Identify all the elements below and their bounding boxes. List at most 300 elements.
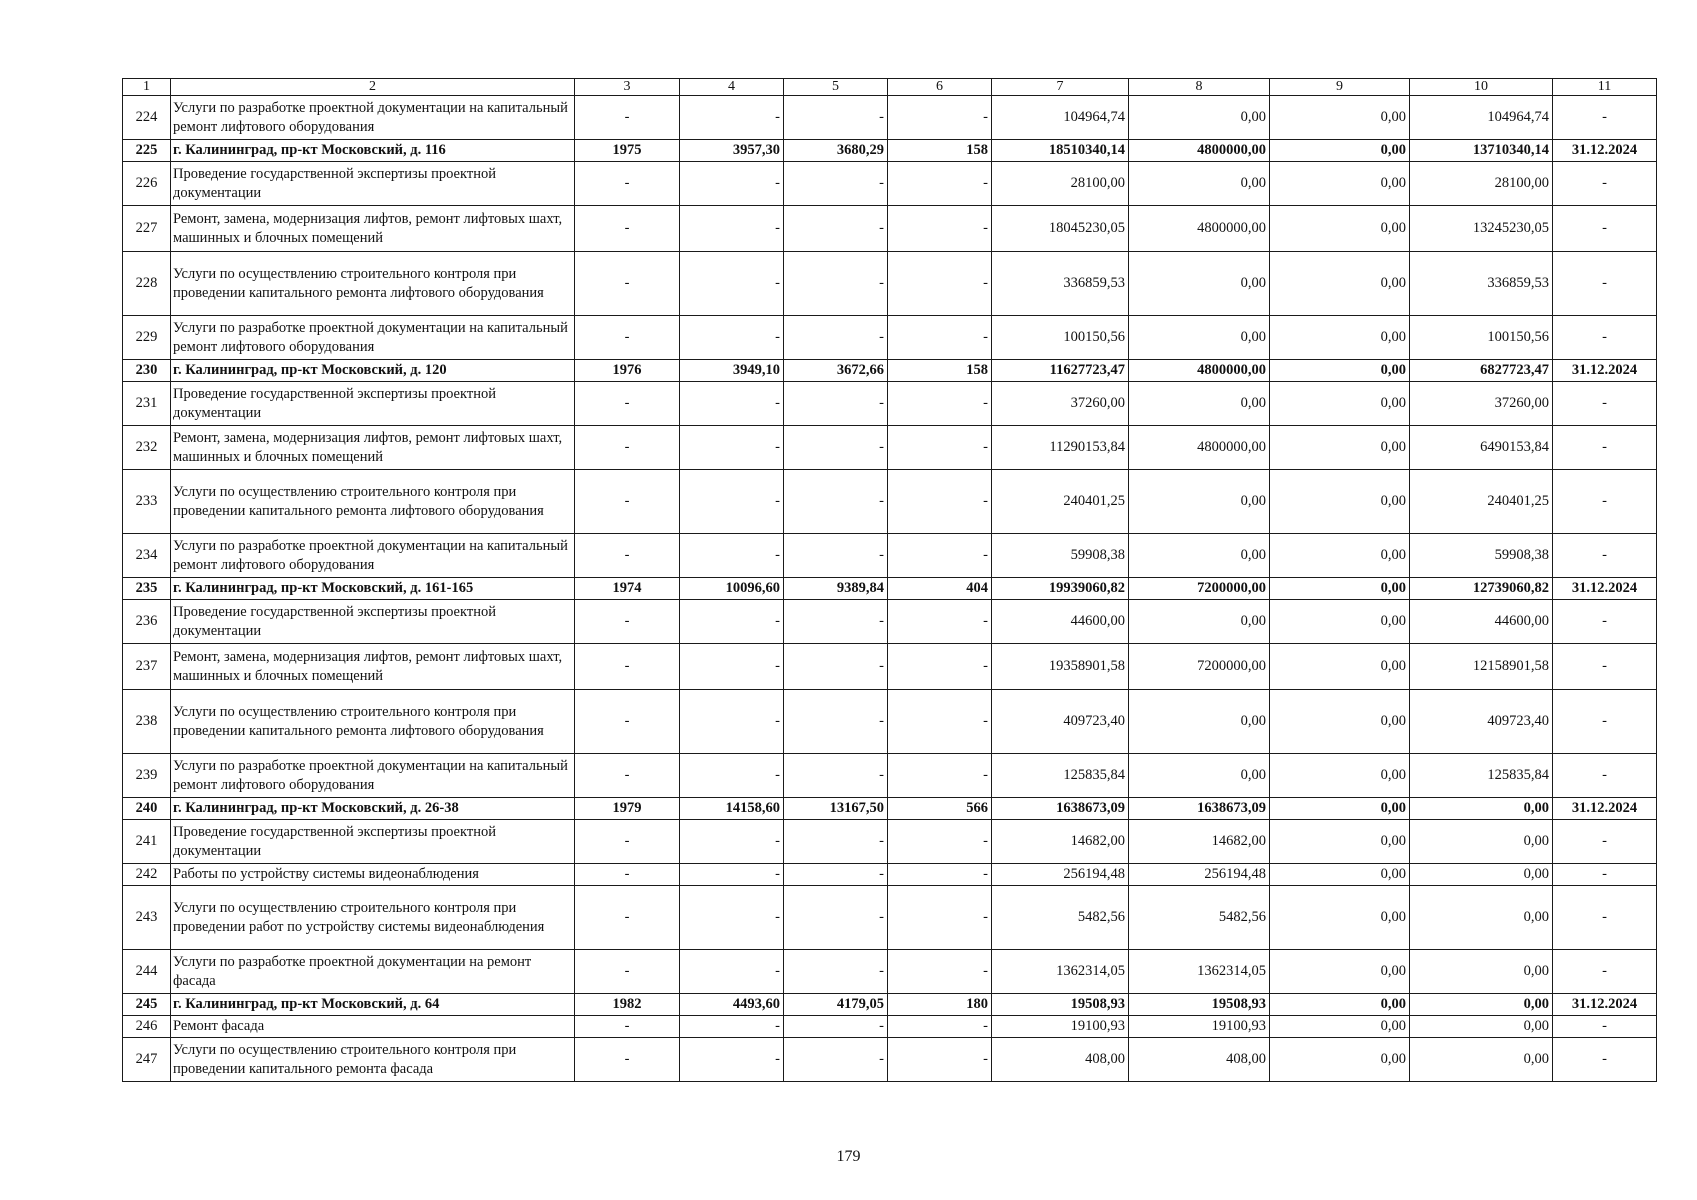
total-cost-cell: 37260,00 bbox=[992, 382, 1129, 426]
total-area-cell: - bbox=[680, 1038, 784, 1082]
regional-fund-cell: 5482,56 bbox=[1129, 886, 1270, 950]
regional-fund-cell: 4800000,00 bbox=[1129, 140, 1270, 162]
year-cell: - bbox=[575, 886, 680, 950]
work-item-row bbox=[123, 600, 1657, 644]
local-budget-cell: 0,00 bbox=[1270, 864, 1410, 886]
total-area-cell: - bbox=[680, 162, 784, 206]
year-cell: - bbox=[575, 864, 680, 886]
owners-funds-cell: 0,00 bbox=[1410, 798, 1553, 820]
row-description: Услуги по разработке проектной документации на капитальный ремонт лифтового оборудования bbox=[171, 316, 575, 360]
local-budget-cell: 0,00 bbox=[1270, 690, 1410, 754]
work-item-row bbox=[123, 470, 1657, 534]
local-budget-cell: 0,00 bbox=[1270, 534, 1410, 578]
work-item-row bbox=[123, 426, 1657, 470]
residents-cell: - bbox=[888, 470, 992, 534]
residents-cell: 158 bbox=[888, 360, 992, 382]
regional-fund-cell: 19100,93 bbox=[1129, 1016, 1270, 1038]
living-area-cell: - bbox=[784, 1038, 888, 1082]
total-cost-cell: 18510340,14 bbox=[992, 140, 1129, 162]
header-cell: 5 bbox=[784, 79, 888, 96]
year-cell: - bbox=[575, 206, 680, 252]
owners-funds-cell: 59908,38 bbox=[1410, 534, 1553, 578]
deadline-cell: - bbox=[1553, 600, 1657, 644]
living-area-cell: 4179,05 bbox=[784, 994, 888, 1016]
owners-funds-cell: 12739060,82 bbox=[1410, 578, 1553, 600]
local-budget-cell: 0,00 bbox=[1270, 162, 1410, 206]
regional-fund-cell: 1638673,09 bbox=[1129, 798, 1270, 820]
regional-fund-cell: 4800000,00 bbox=[1129, 360, 1270, 382]
owners-funds-cell: 0,00 bbox=[1410, 864, 1553, 886]
local-budget-cell: 0,00 bbox=[1270, 252, 1410, 316]
total-area-cell: - bbox=[680, 950, 784, 994]
row-description: Ремонт, замена, модернизация лифтов, ремонт лифтовых шахт, машинных и блочных помещений bbox=[171, 426, 575, 470]
row-description: Услуги по осуществлению строительного контроля при проведении капитального ремонта фасада bbox=[171, 1038, 575, 1082]
row-description: г. Калининград, пр-кт Московский, д. 161-165 bbox=[171, 578, 575, 600]
deadline-cell: - bbox=[1553, 1016, 1657, 1038]
owners-funds-cell: 6490153,84 bbox=[1410, 426, 1553, 470]
total-area-cell: - bbox=[680, 754, 784, 798]
living-area-cell: - bbox=[784, 864, 888, 886]
deadline-cell: 31.12.2024 bbox=[1553, 798, 1657, 820]
residents-cell: - bbox=[888, 1038, 992, 1082]
residents-cell: - bbox=[888, 644, 992, 690]
local-budget-cell: 0,00 bbox=[1270, 644, 1410, 690]
row-number: 224 bbox=[123, 96, 171, 140]
work-item-row bbox=[123, 96, 1657, 140]
owners-funds-cell: 336859,53 bbox=[1410, 252, 1553, 316]
total-cost-cell: 28100,00 bbox=[992, 162, 1129, 206]
living-area-cell: - bbox=[784, 470, 888, 534]
living-area-cell: - bbox=[784, 820, 888, 864]
owners-funds-cell: 6827723,47 bbox=[1410, 360, 1553, 382]
year-cell: - bbox=[575, 534, 680, 578]
row-number: 228 bbox=[123, 252, 171, 316]
total-cost-cell: 59908,38 bbox=[992, 534, 1129, 578]
regional-fund-cell: 0,00 bbox=[1129, 600, 1270, 644]
deadline-cell: 31.12.2024 bbox=[1553, 994, 1657, 1016]
row-description: г. Калининград, пр-кт Московский, д. 64 bbox=[171, 994, 575, 1016]
total-area-cell: - bbox=[680, 690, 784, 754]
living-area-cell: - bbox=[784, 1016, 888, 1038]
residents-cell: - bbox=[888, 1016, 992, 1038]
living-area-cell: - bbox=[784, 886, 888, 950]
local-budget-cell: 0,00 bbox=[1270, 382, 1410, 426]
row-number: 245 bbox=[123, 994, 171, 1016]
year-cell: - bbox=[575, 96, 680, 140]
header-cell: 7 bbox=[992, 79, 1129, 96]
deadline-cell: - bbox=[1553, 1038, 1657, 1082]
residents-cell: - bbox=[888, 96, 992, 140]
header-cell: 11 bbox=[1553, 79, 1657, 96]
living-area-cell: - bbox=[784, 206, 888, 252]
total-cost-cell: 14682,00 bbox=[992, 820, 1129, 864]
deadline-cell: - bbox=[1553, 470, 1657, 534]
regional-fund-cell: 0,00 bbox=[1129, 96, 1270, 140]
total-area-cell: - bbox=[680, 382, 784, 426]
row-number: 225 bbox=[123, 140, 171, 162]
living-area-cell: 9389,84 bbox=[784, 578, 888, 600]
owners-funds-cell: 104964,74 bbox=[1410, 96, 1553, 140]
local-budget-cell: 0,00 bbox=[1270, 950, 1410, 994]
residents-cell: 180 bbox=[888, 994, 992, 1016]
owners-funds-cell: 100150,56 bbox=[1410, 316, 1553, 360]
owners-funds-cell: 0,00 bbox=[1410, 1038, 1553, 1082]
address-row bbox=[123, 798, 1657, 820]
year-cell: - bbox=[575, 162, 680, 206]
owners-funds-cell: 0,00 bbox=[1410, 1016, 1553, 1038]
owners-funds-cell: 0,00 bbox=[1410, 994, 1553, 1016]
document-table-container bbox=[122, 78, 1656, 1082]
total-area-cell: - bbox=[680, 316, 784, 360]
deadline-cell: 31.12.2024 bbox=[1553, 140, 1657, 162]
work-item-row bbox=[123, 690, 1657, 754]
regional-fund-cell: 0,00 bbox=[1129, 534, 1270, 578]
total-area-cell: - bbox=[680, 534, 784, 578]
row-number: 247 bbox=[123, 1038, 171, 1082]
residents-cell: - bbox=[888, 754, 992, 798]
row-description: Ремонт, замена, модернизация лифтов, ремонт лифтовых шахт, машинных и блочных помещений bbox=[171, 644, 575, 690]
residents-cell: - bbox=[888, 316, 992, 360]
total-cost-cell: 19100,93 bbox=[992, 1016, 1129, 1038]
work-item-row bbox=[123, 820, 1657, 864]
total-cost-cell: 256194,48 bbox=[992, 864, 1129, 886]
residents-cell: - bbox=[888, 690, 992, 754]
local-budget-cell: 0,00 bbox=[1270, 140, 1410, 162]
row-number: 230 bbox=[123, 360, 171, 382]
work-item-row bbox=[123, 754, 1657, 798]
total-area-cell: 3949,10 bbox=[680, 360, 784, 382]
total-cost-cell: 44600,00 bbox=[992, 600, 1129, 644]
work-item-row bbox=[123, 162, 1657, 206]
regional-fund-cell: 408,00 bbox=[1129, 1038, 1270, 1082]
owners-funds-cell: 0,00 bbox=[1410, 950, 1553, 994]
local-budget-cell: 0,00 bbox=[1270, 600, 1410, 644]
local-budget-cell: 0,00 bbox=[1270, 578, 1410, 600]
row-description: Услуги по разработке проектной документации на капитальный ремонт лифтового оборудования bbox=[171, 534, 575, 578]
residents-cell: - bbox=[888, 162, 992, 206]
deadline-cell: - bbox=[1553, 820, 1657, 864]
residents-cell: - bbox=[888, 534, 992, 578]
residents-cell: 566 bbox=[888, 798, 992, 820]
owners-funds-cell: 125835,84 bbox=[1410, 754, 1553, 798]
local-budget-cell: 0,00 bbox=[1270, 316, 1410, 360]
year-cell: - bbox=[575, 1016, 680, 1038]
total-cost-cell: 104964,74 bbox=[992, 96, 1129, 140]
regional-fund-cell: 0,00 bbox=[1129, 754, 1270, 798]
row-description: Работы по устройству системы видеонаблюдения bbox=[171, 864, 575, 886]
deadline-cell: - bbox=[1553, 252, 1657, 316]
local-budget-cell: 0,00 bbox=[1270, 206, 1410, 252]
regional-fund-cell: 0,00 bbox=[1129, 162, 1270, 206]
regional-fund-cell: 0,00 bbox=[1129, 252, 1270, 316]
residents-cell: - bbox=[888, 864, 992, 886]
living-area-cell: - bbox=[784, 754, 888, 798]
regional-fund-cell: 4800000,00 bbox=[1129, 426, 1270, 470]
total-area-cell: 4493,60 bbox=[680, 994, 784, 1016]
total-area-cell: 14158,60 bbox=[680, 798, 784, 820]
deadline-cell: - bbox=[1553, 96, 1657, 140]
deadline-cell: 31.12.2024 bbox=[1553, 578, 1657, 600]
row-description: Проведение государственной экспертизы проектной документации bbox=[171, 162, 575, 206]
owners-funds-cell: 13710340,14 bbox=[1410, 140, 1553, 162]
row-number: 240 bbox=[123, 798, 171, 820]
row-description: г. Калининград, пр-кт Московский, д. 120 bbox=[171, 360, 575, 382]
row-number: 244 bbox=[123, 950, 171, 994]
year-cell: - bbox=[575, 644, 680, 690]
deadline-cell: - bbox=[1553, 316, 1657, 360]
total-cost-cell: 409723,40 bbox=[992, 690, 1129, 754]
year-cell: 1974 bbox=[575, 578, 680, 600]
total-cost-cell: 5482,56 bbox=[992, 886, 1129, 950]
total-area-cell: - bbox=[680, 252, 784, 316]
work-item-row bbox=[123, 644, 1657, 690]
total-area-cell: 3957,30 bbox=[680, 140, 784, 162]
living-area-cell: - bbox=[784, 316, 888, 360]
owners-funds-cell: 28100,00 bbox=[1410, 162, 1553, 206]
row-description: Услуги по разработке проектной документации на капитальный ремонт лифтового оборудования bbox=[171, 96, 575, 140]
regional-fund-cell: 0,00 bbox=[1129, 382, 1270, 426]
year-cell: - bbox=[575, 950, 680, 994]
residents-cell: 404 bbox=[888, 578, 992, 600]
deadline-cell: 31.12.2024 bbox=[1553, 360, 1657, 382]
residents-cell: - bbox=[888, 426, 992, 470]
deadline-cell: - bbox=[1553, 950, 1657, 994]
row-description: Проведение государственной экспертизы проектной документации bbox=[171, 820, 575, 864]
local-budget-cell: 0,00 bbox=[1270, 820, 1410, 864]
total-area-cell: 10096,60 bbox=[680, 578, 784, 600]
regional-fund-cell: 14682,00 bbox=[1129, 820, 1270, 864]
row-description: г. Калининград, пр-кт Московский, д. 26-38 bbox=[171, 798, 575, 820]
owners-funds-cell: 240401,25 bbox=[1410, 470, 1553, 534]
local-budget-cell: 0,00 bbox=[1270, 798, 1410, 820]
row-number: 236 bbox=[123, 600, 171, 644]
row-description: Услуги по осуществлению строительного контроля при проведении работ по устройству системы видеонаблюдения bbox=[171, 886, 575, 950]
deadline-cell: - bbox=[1553, 162, 1657, 206]
owners-funds-cell: 13245230,05 bbox=[1410, 206, 1553, 252]
row-number: 238 bbox=[123, 690, 171, 754]
regional-fund-cell: 7200000,00 bbox=[1129, 644, 1270, 690]
living-area-cell: - bbox=[784, 600, 888, 644]
living-area-cell: - bbox=[784, 950, 888, 994]
living-area-cell: - bbox=[784, 690, 888, 754]
year-cell: - bbox=[575, 1038, 680, 1082]
total-cost-cell: 19358901,58 bbox=[992, 644, 1129, 690]
year-cell: - bbox=[575, 690, 680, 754]
year-cell: - bbox=[575, 600, 680, 644]
row-description: Услуги по осуществлению строительного контроля при проведении капитального ремонта лифтового оборудования bbox=[171, 690, 575, 754]
row-description: Услуги по осуществлению строительного контроля при проведении капитального ремонта лифтового оборудования bbox=[171, 252, 575, 316]
residents-cell: - bbox=[888, 600, 992, 644]
deadline-cell: - bbox=[1553, 426, 1657, 470]
total-cost-cell: 240401,25 bbox=[992, 470, 1129, 534]
header-cell: 10 bbox=[1410, 79, 1553, 96]
row-number: 241 bbox=[123, 820, 171, 864]
row-description: Услуги по осуществлению строительного контроля при проведении капитального ремонта лифтового оборудования bbox=[171, 470, 575, 534]
total-cost-cell: 1638673,09 bbox=[992, 798, 1129, 820]
regional-fund-cell: 0,00 bbox=[1129, 690, 1270, 754]
header-cell: 3 bbox=[575, 79, 680, 96]
year-cell: - bbox=[575, 252, 680, 316]
residents-cell: 158 bbox=[888, 140, 992, 162]
work-item-row bbox=[123, 382, 1657, 426]
deadline-cell: - bbox=[1553, 690, 1657, 754]
work-item-row bbox=[123, 534, 1657, 578]
work-item-row bbox=[123, 1016, 1657, 1038]
deadline-cell: - bbox=[1553, 754, 1657, 798]
living-area-cell: - bbox=[784, 96, 888, 140]
row-description: Ремонт, замена, модернизация лифтов, ремонт лифтовых шахт, машинных и блочных помещений bbox=[171, 206, 575, 252]
deadline-cell: - bbox=[1553, 644, 1657, 690]
header-cell: 4 bbox=[680, 79, 784, 96]
work-item-row bbox=[123, 950, 1657, 994]
total-cost-cell: 18045230,05 bbox=[992, 206, 1129, 252]
address-row bbox=[123, 994, 1657, 1016]
local-budget-cell: 0,00 bbox=[1270, 994, 1410, 1016]
row-description: Услуги по разработке проектной документации на капитальный ремонт лифтового оборудования bbox=[171, 754, 575, 798]
address-row bbox=[123, 140, 1657, 162]
row-number: 227 bbox=[123, 206, 171, 252]
header-cell: 1 bbox=[123, 79, 171, 96]
total-area-cell: - bbox=[680, 470, 784, 534]
total-area-cell: - bbox=[680, 864, 784, 886]
row-number: 232 bbox=[123, 426, 171, 470]
regional-fund-cell: 0,00 bbox=[1129, 316, 1270, 360]
residents-cell: - bbox=[888, 820, 992, 864]
living-area-cell: 3672,66 bbox=[784, 360, 888, 382]
year-cell: - bbox=[575, 470, 680, 534]
row-number: 243 bbox=[123, 886, 171, 950]
header-cell: 8 bbox=[1129, 79, 1270, 96]
total-cost-cell: 336859,53 bbox=[992, 252, 1129, 316]
regional-fund-cell: 256194,48 bbox=[1129, 864, 1270, 886]
address-row bbox=[123, 578, 1657, 600]
row-number: 233 bbox=[123, 470, 171, 534]
total-area-cell: - bbox=[680, 1016, 784, 1038]
year-cell: 1982 bbox=[575, 994, 680, 1016]
row-number: 242 bbox=[123, 864, 171, 886]
living-area-cell: - bbox=[784, 534, 888, 578]
regional-fund-cell: 19508,93 bbox=[1129, 994, 1270, 1016]
owners-funds-cell: 37260,00 bbox=[1410, 382, 1553, 426]
owners-funds-cell: 0,00 bbox=[1410, 820, 1553, 864]
header-cell: 2 bbox=[171, 79, 575, 96]
total-area-cell: - bbox=[680, 820, 784, 864]
total-area-cell: - bbox=[680, 886, 784, 950]
owners-funds-cell: 12158901,58 bbox=[1410, 644, 1553, 690]
local-budget-cell: 0,00 bbox=[1270, 470, 1410, 534]
table-body bbox=[123, 79, 1657, 1082]
residents-cell: - bbox=[888, 382, 992, 426]
owners-funds-cell: 44600,00 bbox=[1410, 600, 1553, 644]
year-cell: - bbox=[575, 426, 680, 470]
total-cost-cell: 125835,84 bbox=[992, 754, 1129, 798]
year-cell: 1979 bbox=[575, 798, 680, 820]
total-area-cell: - bbox=[680, 206, 784, 252]
row-number: 229 bbox=[123, 316, 171, 360]
work-item-row bbox=[123, 206, 1657, 252]
work-item-row bbox=[123, 886, 1657, 950]
capital-repair-table bbox=[122, 78, 1657, 1082]
deadline-cell: - bbox=[1553, 206, 1657, 252]
year-cell: - bbox=[575, 754, 680, 798]
work-item-row bbox=[123, 864, 1657, 886]
row-number: 231 bbox=[123, 382, 171, 426]
living-area-cell: - bbox=[784, 252, 888, 316]
regional-fund-cell: 7200000,00 bbox=[1129, 578, 1270, 600]
total-cost-cell: 408,00 bbox=[992, 1038, 1129, 1082]
residents-cell: - bbox=[888, 252, 992, 316]
total-cost-cell: 19939060,82 bbox=[992, 578, 1129, 600]
deadline-cell: - bbox=[1553, 534, 1657, 578]
row-number: 237 bbox=[123, 644, 171, 690]
row-number: 239 bbox=[123, 754, 171, 798]
header-row bbox=[123, 79, 1657, 96]
year-cell: - bbox=[575, 316, 680, 360]
year-cell: 1975 bbox=[575, 140, 680, 162]
total-cost-cell: 19508,93 bbox=[992, 994, 1129, 1016]
total-cost-cell: 11290153,84 bbox=[992, 426, 1129, 470]
row-number: 234 bbox=[123, 534, 171, 578]
row-description: Услуги по разработке проектной документации на ремонт фасада bbox=[171, 950, 575, 994]
row-description: г. Калининград, пр-кт Московский, д. 116 bbox=[171, 140, 575, 162]
row-description: Ремонт фасада bbox=[171, 1016, 575, 1038]
local-budget-cell: 0,00 bbox=[1270, 886, 1410, 950]
row-number: 226 bbox=[123, 162, 171, 206]
living-area-cell: - bbox=[784, 644, 888, 690]
deadline-cell: - bbox=[1553, 886, 1657, 950]
local-budget-cell: 0,00 bbox=[1270, 1038, 1410, 1082]
regional-fund-cell: 0,00 bbox=[1129, 470, 1270, 534]
local-budget-cell: 0,00 bbox=[1270, 360, 1410, 382]
residents-cell: - bbox=[888, 950, 992, 994]
year-cell: 1976 bbox=[575, 360, 680, 382]
row-description: Проведение государственной экспертизы проектной документации bbox=[171, 382, 575, 426]
deadline-cell: - bbox=[1553, 382, 1657, 426]
total-cost-cell: 1362314,05 bbox=[992, 950, 1129, 994]
owners-funds-cell: 0,00 bbox=[1410, 886, 1553, 950]
row-description: Проведение государственной экспертизы проектной документации bbox=[171, 600, 575, 644]
row-number: 235 bbox=[123, 578, 171, 600]
header-cell: 6 bbox=[888, 79, 992, 96]
address-row bbox=[123, 360, 1657, 382]
regional-fund-cell: 1362314,05 bbox=[1129, 950, 1270, 994]
living-area-cell: - bbox=[784, 162, 888, 206]
deadline-cell: - bbox=[1553, 864, 1657, 886]
owners-funds-cell: 409723,40 bbox=[1410, 690, 1553, 754]
residents-cell: - bbox=[888, 206, 992, 252]
living-area-cell: - bbox=[784, 382, 888, 426]
total-cost-cell: 11627723,47 bbox=[992, 360, 1129, 382]
year-cell: - bbox=[575, 820, 680, 864]
living-area-cell: 3680,29 bbox=[784, 140, 888, 162]
row-number: 246 bbox=[123, 1016, 171, 1038]
local-budget-cell: 0,00 bbox=[1270, 1016, 1410, 1038]
year-cell: - bbox=[575, 382, 680, 426]
residents-cell: - bbox=[888, 886, 992, 950]
total-area-cell: - bbox=[680, 96, 784, 140]
work-item-row bbox=[123, 316, 1657, 360]
total-area-cell: - bbox=[680, 600, 784, 644]
local-budget-cell: 0,00 bbox=[1270, 426, 1410, 470]
total-area-cell: - bbox=[680, 426, 784, 470]
local-budget-cell: 0,00 bbox=[1270, 96, 1410, 140]
total-cost-cell: 100150,56 bbox=[992, 316, 1129, 360]
work-item-row bbox=[123, 252, 1657, 316]
local-budget-cell: 0,00 bbox=[1270, 754, 1410, 798]
regional-fund-cell: 4800000,00 bbox=[1129, 206, 1270, 252]
living-area-cell: - bbox=[784, 426, 888, 470]
total-area-cell: - bbox=[680, 644, 784, 690]
